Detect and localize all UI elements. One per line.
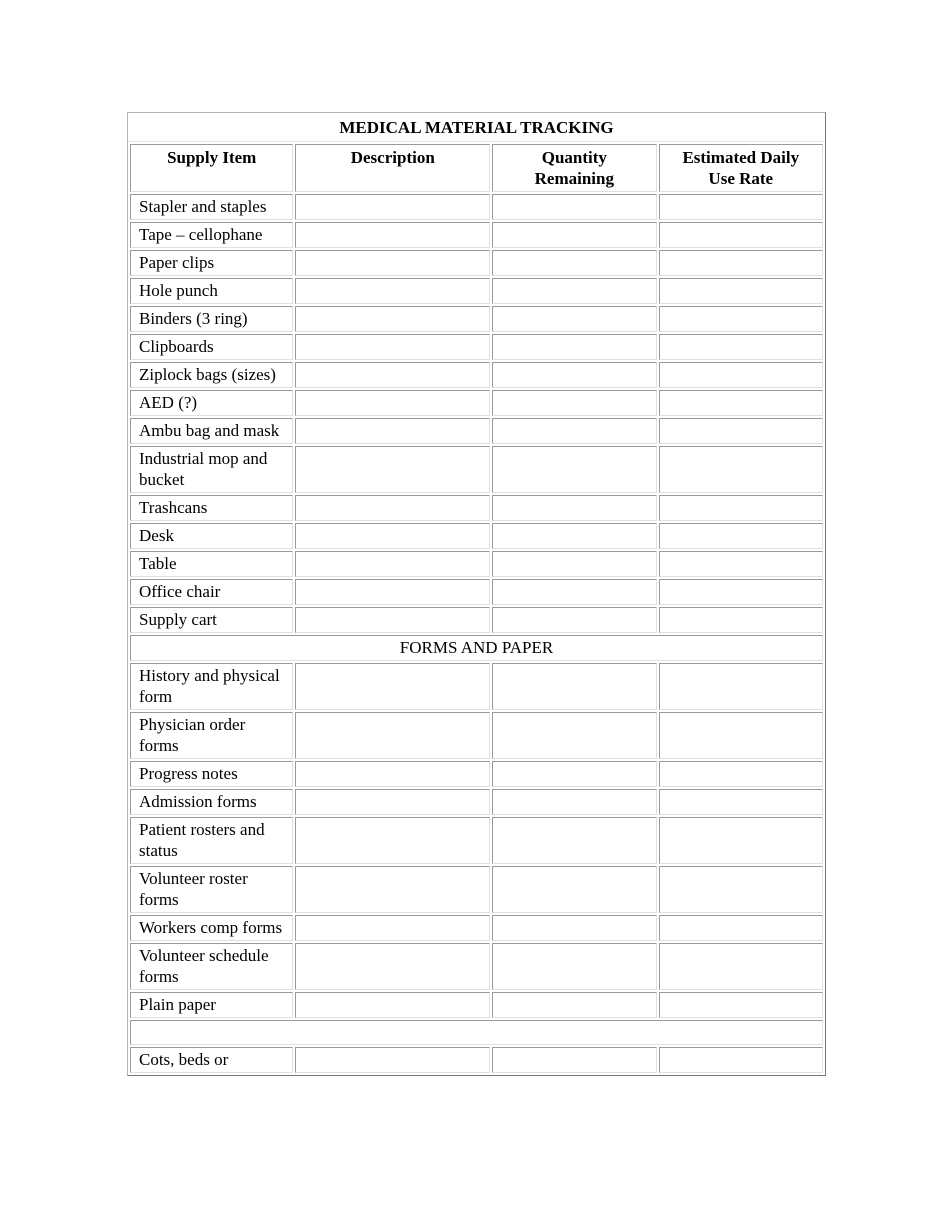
quantity-remaining-cell[interactable] (492, 1047, 656, 1073)
daily-use-rate-cell[interactable] (659, 866, 823, 913)
quantity-remaining-cell[interactable] (492, 579, 656, 605)
supply-item-cell: Industrial mop and bucket (130, 446, 293, 493)
table-row (130, 250, 823, 276)
supply-item-cell: Volunteer roster forms (130, 866, 293, 913)
supply-item-cell: Plain paper (130, 992, 293, 1018)
supply-item-cell: Physician order forms (130, 712, 293, 759)
daily-use-rate-cell[interactable] (659, 915, 823, 941)
supply-item-cell: Office chair (130, 579, 293, 605)
description-cell[interactable] (295, 817, 490, 864)
quantity-remaining-cell[interactable] (492, 607, 656, 633)
quantity-remaining-cell[interactable] (492, 362, 656, 388)
quantity-remaining-cell[interactable] (492, 761, 656, 787)
blank-cell (130, 1020, 823, 1045)
description-cell[interactable] (295, 194, 490, 220)
quantity-remaining-cell[interactable] (492, 418, 656, 444)
daily-use-rate-cell[interactable] (659, 222, 823, 248)
table-row (130, 390, 823, 416)
table-row (130, 523, 823, 549)
daily-use-rate-cell[interactable] (659, 992, 823, 1018)
column-header-supply-item: Supply Item (130, 144, 293, 192)
quantity-remaining-cell[interactable] (492, 306, 656, 332)
table-row (130, 817, 823, 864)
daily-use-rate-cell[interactable] (659, 390, 823, 416)
table-row (130, 712, 823, 759)
quantity-remaining-cell[interactable] (492, 250, 656, 276)
daily-use-rate-cell[interactable] (659, 1047, 823, 1073)
section-title: FORMS AND PAPER (130, 635, 823, 661)
quantity-remaining-cell[interactable] (492, 943, 656, 990)
quantity-remaining-cell[interactable] (492, 712, 656, 759)
table-row (130, 418, 823, 444)
daily-use-rate-cell[interactable] (659, 943, 823, 990)
daily-use-rate-cell[interactable] (659, 607, 823, 633)
supply-item-cell: History and physical form (130, 663, 293, 710)
description-cell[interactable] (295, 579, 490, 605)
description-cell[interactable] (295, 607, 490, 633)
table-row (130, 915, 823, 941)
supply-item-cell: Admission forms (130, 789, 293, 815)
quantity-remaining-cell[interactable] (492, 446, 656, 493)
supply-item-cell: Paper clips (130, 250, 293, 276)
quantity-remaining-cell[interactable] (492, 915, 656, 941)
supply-item-cell: Hole punch (130, 278, 293, 304)
supply-item-cell: Desk (130, 523, 293, 549)
supply-item-cell: Progress notes (130, 761, 293, 787)
quantity-remaining-cell[interactable] (492, 278, 656, 304)
table-row (130, 334, 823, 360)
quantity-remaining-cell[interactable] (492, 194, 656, 220)
tracking-sheet (127, 112, 826, 1076)
daily-use-rate-cell[interactable] (659, 278, 823, 304)
supply-item-cell: Supply cart (130, 607, 293, 633)
daily-use-rate-cell[interactable] (659, 579, 823, 605)
table-row (130, 551, 823, 577)
quantity-remaining-cell[interactable] (492, 222, 656, 248)
quantity-remaining-cell[interactable] (492, 663, 656, 710)
description-cell[interactable] (295, 334, 490, 360)
supply-item-cell: Patient rosters and status (130, 817, 293, 864)
table-title: MEDICAL MATERIAL TRACKING (128, 113, 825, 142)
quantity-remaining-cell[interactable] (492, 495, 656, 521)
quantity-remaining-cell[interactable] (492, 992, 656, 1018)
quantity-remaining-cell[interactable] (492, 523, 656, 549)
daily-use-rate-cell[interactable] (659, 362, 823, 388)
supply-item-cell: Trashcans (130, 495, 293, 521)
quantity-remaining-cell[interactable] (492, 789, 656, 815)
description-cell[interactable] (295, 789, 490, 815)
description-cell[interactable] (295, 362, 490, 388)
description-cell[interactable] (295, 1047, 490, 1073)
description-cell[interactable] (295, 222, 490, 248)
quantity-remaining-cell[interactable] (492, 866, 656, 913)
quantity-remaining-cell[interactable] (492, 334, 656, 360)
description-cell[interactable] (295, 523, 490, 549)
quantity-remaining-cell[interactable] (492, 551, 656, 577)
table-row (130, 789, 823, 815)
table-row (130, 866, 823, 913)
description-cell[interactable] (295, 495, 490, 521)
table-row (130, 607, 823, 633)
description-cell[interactable] (295, 306, 490, 332)
supply-item-cell: AED (?) (130, 390, 293, 416)
supply-item-cell: Volunteer schedule forms (130, 943, 293, 990)
daily-use-rate-cell[interactable] (659, 495, 823, 521)
supply-item-cell: Ziplock bags (sizes) (130, 362, 293, 388)
section-row-forms-and-paper (130, 635, 823, 661)
daily-use-rate-cell[interactable] (659, 817, 823, 864)
header-row (130, 144, 823, 192)
description-cell[interactable] (295, 943, 490, 990)
daily-use-rate-cell[interactable] (659, 250, 823, 276)
daily-use-rate-cell[interactable] (659, 761, 823, 787)
daily-use-rate-cell[interactable] (659, 194, 823, 220)
supply-item-cell: Table (130, 551, 293, 577)
daily-use-rate-cell[interactable] (659, 789, 823, 815)
daily-use-rate-cell[interactable] (659, 523, 823, 549)
daily-use-rate-cell[interactable] (659, 306, 823, 332)
description-cell[interactable] (295, 278, 490, 304)
daily-use-rate-cell[interactable] (659, 712, 823, 759)
description-cell[interactable] (295, 915, 490, 941)
table-row (130, 992, 823, 1018)
quantity-remaining-cell[interactable] (492, 390, 656, 416)
table-row (130, 495, 823, 521)
column-header-daily-use-rate: Estimated Daily Use Rate (659, 144, 823, 192)
supply-item-cell: Workers comp forms (130, 915, 293, 941)
daily-use-rate-cell[interactable] (659, 663, 823, 710)
daily-use-rate-cell[interactable] (659, 334, 823, 360)
description-cell[interactable] (295, 418, 490, 444)
table-row (130, 761, 823, 787)
table-row (130, 278, 823, 304)
description-cell[interactable] (295, 761, 490, 787)
table-row (130, 362, 823, 388)
description-cell[interactable] (295, 866, 490, 913)
table-row (130, 306, 823, 332)
quantity-remaining-cell[interactable] (492, 817, 656, 864)
description-cell[interactable] (295, 712, 490, 759)
column-header-description: Description (295, 144, 490, 192)
daily-use-rate-cell[interactable] (659, 551, 823, 577)
supply-item-cell: Stapler and staples (130, 194, 293, 220)
daily-use-rate-cell[interactable] (659, 446, 823, 493)
daily-use-rate-cell[interactable] (659, 418, 823, 444)
description-cell[interactable] (295, 390, 490, 416)
table-row (130, 1047, 823, 1073)
supply-item-cell: Binders (3 ring) (130, 306, 293, 332)
table-row (130, 446, 823, 493)
table-body (130, 194, 823, 1073)
description-cell[interactable] (295, 446, 490, 493)
supply-item-cell: Cots, beds or (130, 1047, 293, 1073)
table-row (130, 943, 823, 990)
supply-item-cell: Ambu bag and mask (130, 418, 293, 444)
column-header-quantity-remaining: Quantity Remaining (492, 144, 656, 192)
description-cell[interactable] (295, 551, 490, 577)
supply-item-cell: Clipboards (130, 334, 293, 360)
blank-separator-row (130, 1020, 823, 1045)
tracking-table (128, 113, 825, 1075)
supply-item-cell: Tape – cellophane (130, 222, 293, 248)
table-row (130, 222, 823, 248)
table-row (130, 579, 823, 605)
description-cell[interactable] (295, 250, 490, 276)
description-cell[interactable] (295, 663, 490, 710)
table-row (130, 663, 823, 710)
description-cell[interactable] (295, 992, 490, 1018)
table-row (130, 194, 823, 220)
